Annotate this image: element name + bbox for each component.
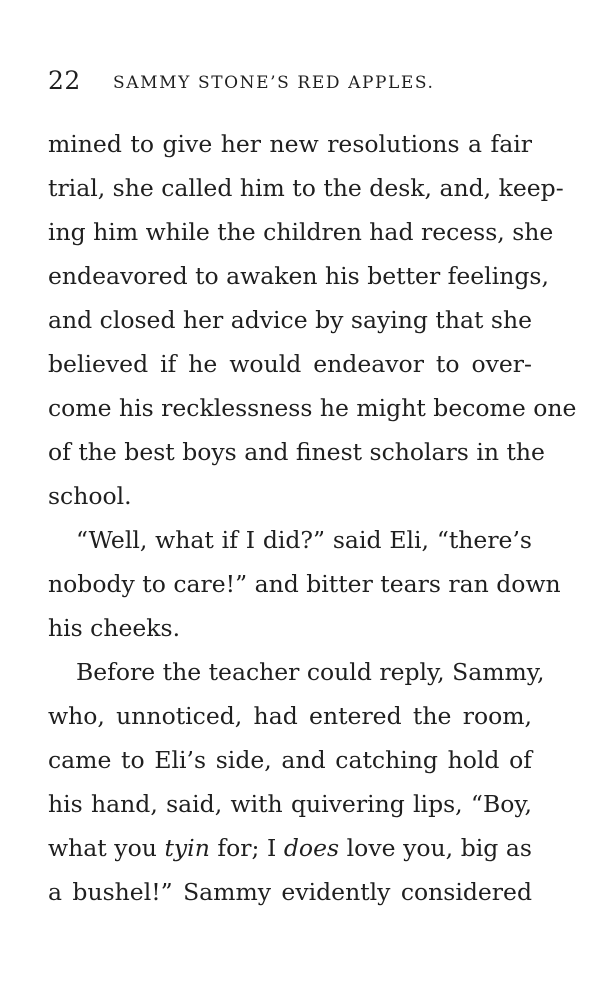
- text-line: believed if he would endeavor to over-: [48, 350, 532, 378]
- page-number: 22: [48, 66, 81, 95]
- text-line: who, unnoticed, had entered the room,: [48, 702, 532, 730]
- text-line: “Well, what if I did?” said Eli, “there’s: [76, 526, 532, 554]
- text-line: his hand, said, with quivering lips, “Boy,: [48, 790, 532, 818]
- text-line: nobody to care!” and bitter tears ran down: [48, 570, 561, 598]
- text-line: ing him while the children had recess, she: [48, 218, 554, 246]
- text-run: what you: [48, 834, 165, 862]
- running-title: SAMMY STONE’S RED APPLES.: [113, 73, 435, 93]
- text-line: endeavored to awaken his better feelings,: [48, 262, 549, 290]
- text-line: and closed her advice by saying that she: [48, 306, 532, 334]
- text-line: a bushel!” Sammy evidently considered: [48, 878, 532, 906]
- text-line: his cheeks.: [48, 614, 181, 642]
- text-run: love you, big as: [339, 834, 532, 862]
- italic-word: tyin: [164, 834, 210, 862]
- text-line: school.: [48, 482, 132, 510]
- body-text: [48, 122, 577, 914]
- text-run: for; I: [209, 834, 284, 862]
- text-line: of the best boys and finest scholars in the: [48, 438, 545, 466]
- text-line-with-italics: [48, 826, 532, 870]
- text-line: came to Eli’s side, and catching hold of: [48, 746, 532, 774]
- text-line: come his recklessness he might become one: [48, 394, 577, 422]
- text-line: Before the teacher could reply, Sammy,: [76, 658, 545, 686]
- text-line: trial, she called him to the desk, and, keep-: [48, 174, 564, 202]
- italic-word: does: [283, 834, 340, 862]
- page-header: [48, 66, 528, 100]
- text-line: mined to give her new resolutions a fair: [48, 130, 532, 158]
